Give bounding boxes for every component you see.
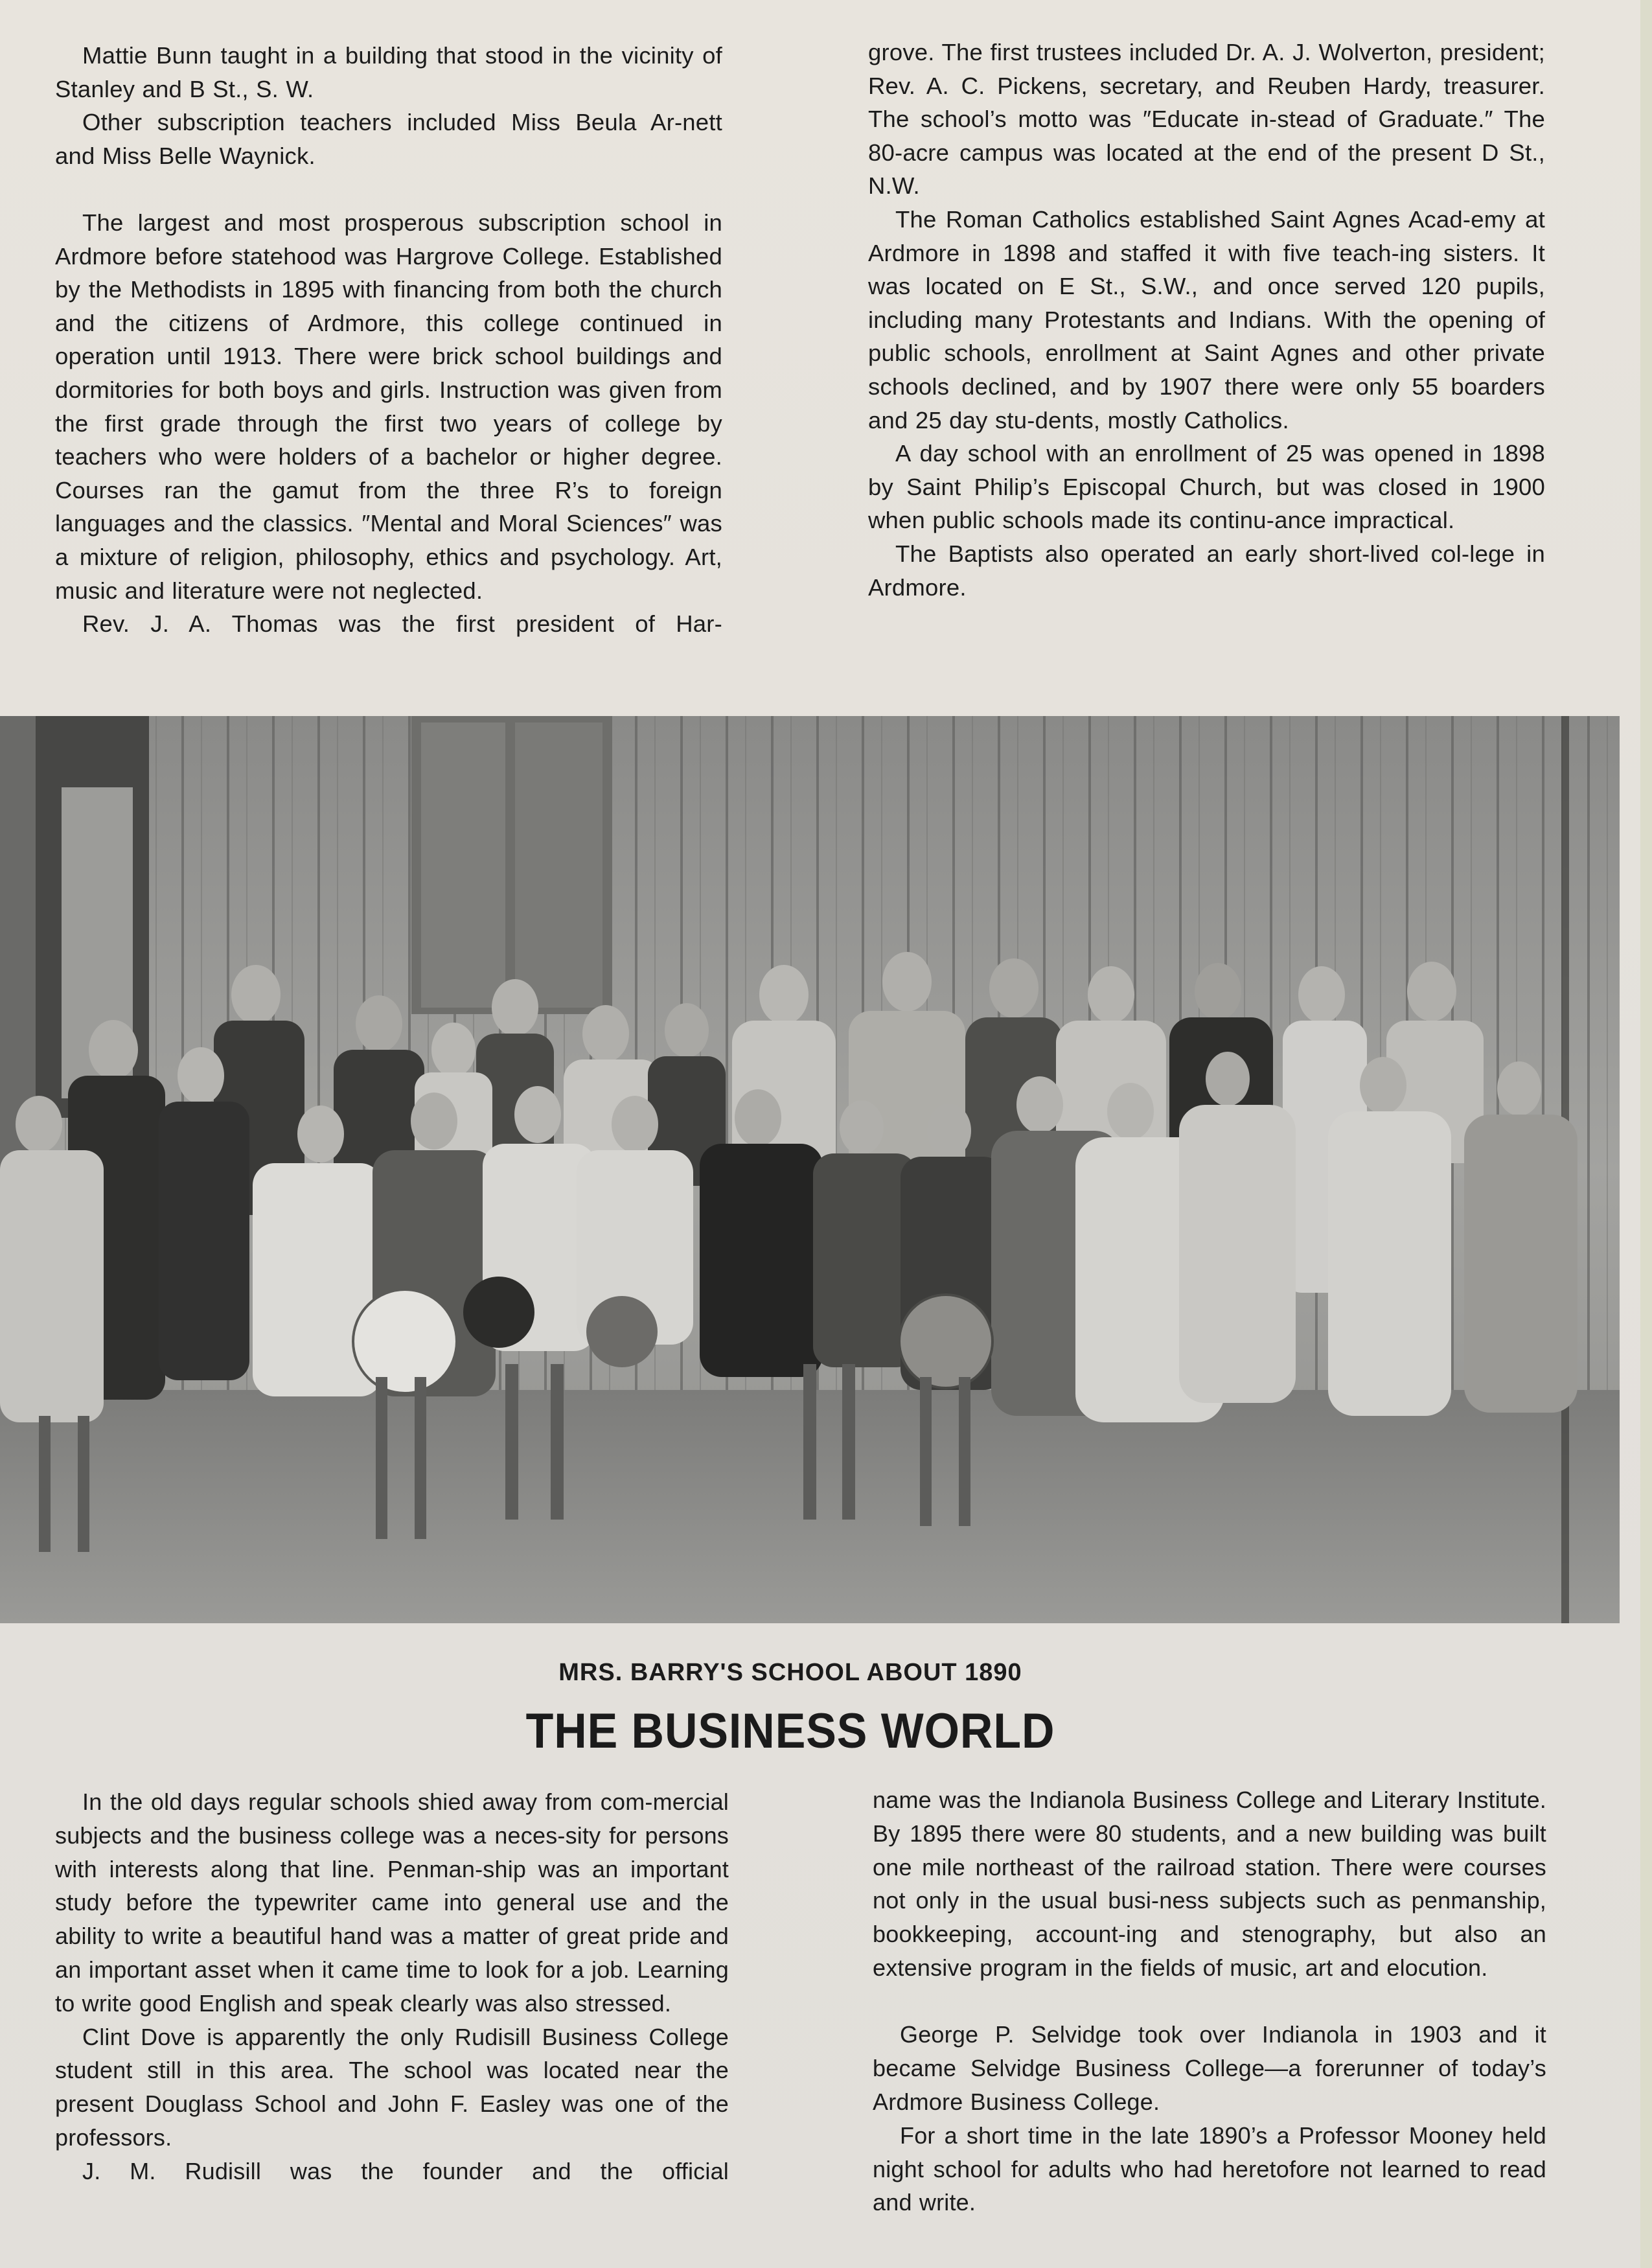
- section-title: THE BUSINESS WORLD: [525, 1704, 1055, 1759]
- historic-class-photo: [0, 716, 1620, 1623]
- paragraph: The largest and most prosperous subscription school in Ardmore before statehood was Hargrove College. Established by the Methodists in 1895 with financing from both the church and the citizens of Ardmore, this college continued in operation until 1913. There were brick school buildings and dormitories for both boys and girls. Instruction was given from the first grade through the first two years of college by teachers who were holders of a bachelor or higher degree. Courses ran the gamut from the three R’s to foreign languages and the classics. ″Mental and Moral Sciences″ was a mixture of religion, philosophy, ethics and psychology. Art, music and literature were not neglected.: [55, 209, 722, 604]
- photo-caption: MRS. BARRY'S SCHOOL ABOUT 1890: [558, 1659, 1022, 1686]
- class-photo-image: [0, 716, 1620, 1623]
- paragraph: Other subscription teachers included Miss Beula Ar-nett and Miss Belle Waynick.: [55, 109, 722, 169]
- bottom-left-column: [55, 1785, 729, 2188]
- page-edge: [1640, 0, 1652, 2268]
- top-left-column: [55, 39, 722, 641]
- paragraph: A day school with an enrollment of 25 was opened in 1898 by Saint Philip’s Episcopal Church, but was closed in 1900 when public schools made its continu-ance impractical.: [868, 440, 1545, 534]
- paragraph: Rev. J. A. Thomas was the first president of Har-: [82, 610, 722, 638]
- paragraph: grove. The first trustees included Dr. A. J. Wolverton, president; Rev. A. C. Pickens, secretary, and Reuben Hardy, treasurer. The school’s motto was ″Educate in-stead of Graduate.″ The 80-acre campus was located at the end of the present D St., N.W.: [868, 39, 1545, 200]
- top-right-column: [868, 36, 1545, 604]
- bottom-right-column: [873, 1783, 1546, 2219]
- paragraph: For a short time in the late 1890’s a Professor Mooney held night school for adults who had heretofore not learned to read and write.: [873, 2122, 1546, 2216]
- paragraph: J. M. Rudisill was the founder and the official: [82, 2157, 729, 2184]
- paragraph: Clint Dove is apparently the only Rudisill Business College student still in this area. The school was located near the present Douglass School and John F. Easley was one of the professors.: [55, 2023, 729, 2151]
- paragraph: The Baptists also operated an early short-lived col-lege in Ardmore.: [868, 540, 1545, 601]
- paragraph: name was the Indianola Business College and Literary Institute. By 1895 there were 80 students, and a new building was built one mile northeast of the railroad station. There were courses not only in the usual busi-ness subjects such as penmanship, bookkeeping, account-ing and stenography, but also an extensive program in the fields of music, art and elocution.: [873, 1787, 1546, 1981]
- paragraph: The Roman Catholics established Saint Agnes Acad-emy at Ardmore in 1898 and staffed it with five teach-ing sisters. It was located on E St., S.W., and once served 120 pupils, including many Protestants and Indians. With the opening of public schools, enrollment at Saint Agnes and other private schools declined, and by 1907 there were only 55 boarders and 25 day stu-dents, mostly Catholics.: [868, 205, 1545, 434]
- paragraph: George P. Selvidge took over Indianola in 1903 and it became Selvidge Business College—a forerunner of today’s Ardmore Business College.: [873, 2021, 1546, 2115]
- paragraph: In the old days regular schools shied away from com-mercial subjects and the business college was a neces-sity for persons with interests along that line. Penman-ship was an important study before the typewriter came into general use and the ability to write a beautiful hand was a matter of great pride and an important asset when it came time to look for a job. Learning to write good English and speak clearly was also stressed.: [55, 1788, 729, 2017]
- paragraph: Mattie Bunn taught in a building that stood in the vicinity of Stanley and B St., S. W.: [55, 42, 722, 102]
